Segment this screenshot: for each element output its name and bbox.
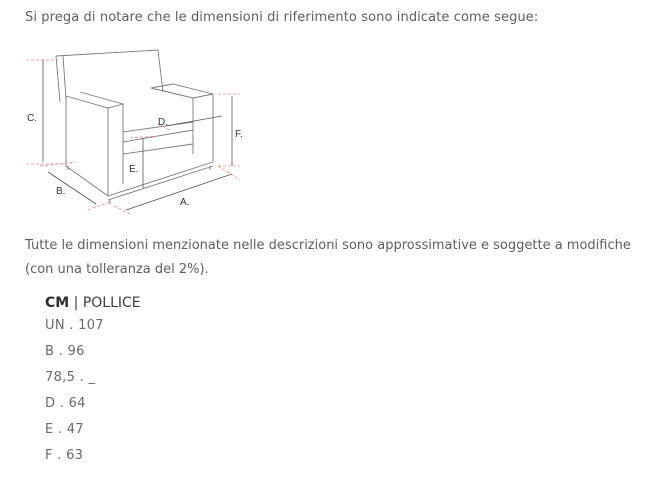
- measurement-item: 78,5 . _: [45, 370, 96, 385]
- measurement-item: B . 96: [45, 344, 85, 359]
- measurement-item: E . 47: [45, 422, 84, 437]
- measurement-item: F . 63: [45, 448, 84, 463]
- label-b: B.: [56, 186, 66, 197]
- label-e: E.: [129, 164, 139, 175]
- unit-primary: CM: [45, 295, 70, 311]
- tolerance-note-line-1: Tutte le dimensioni menzionate nelle descrizioni sono approssimative e soggette a modifiche: [25, 238, 631, 253]
- label-f: F.: [235, 129, 243, 140]
- unit-separator: |: [69, 295, 83, 311]
- tolerance-note-line-2: (con una tolleranza del 2%).: [25, 262, 209, 277]
- label-c: C.: [27, 113, 37, 124]
- label-d: D.: [158, 117, 168, 128]
- measurement-item: D . 64: [45, 396, 86, 411]
- label-a: A.: [180, 197, 190, 208]
- armchair-outline: [56, 50, 213, 204]
- unit-secondary: POLLICE: [82, 295, 141, 311]
- measurement-item: UN . 107: [45, 318, 104, 333]
- measurement-list: [45, 318, 104, 474]
- unit-header: [45, 295, 141, 311]
- intro-text: Si prega di notare che le dimensioni di riferimento sono indicate come segue:: [25, 10, 539, 25]
- armchair-dimension-diagram: [18, 44, 258, 216]
